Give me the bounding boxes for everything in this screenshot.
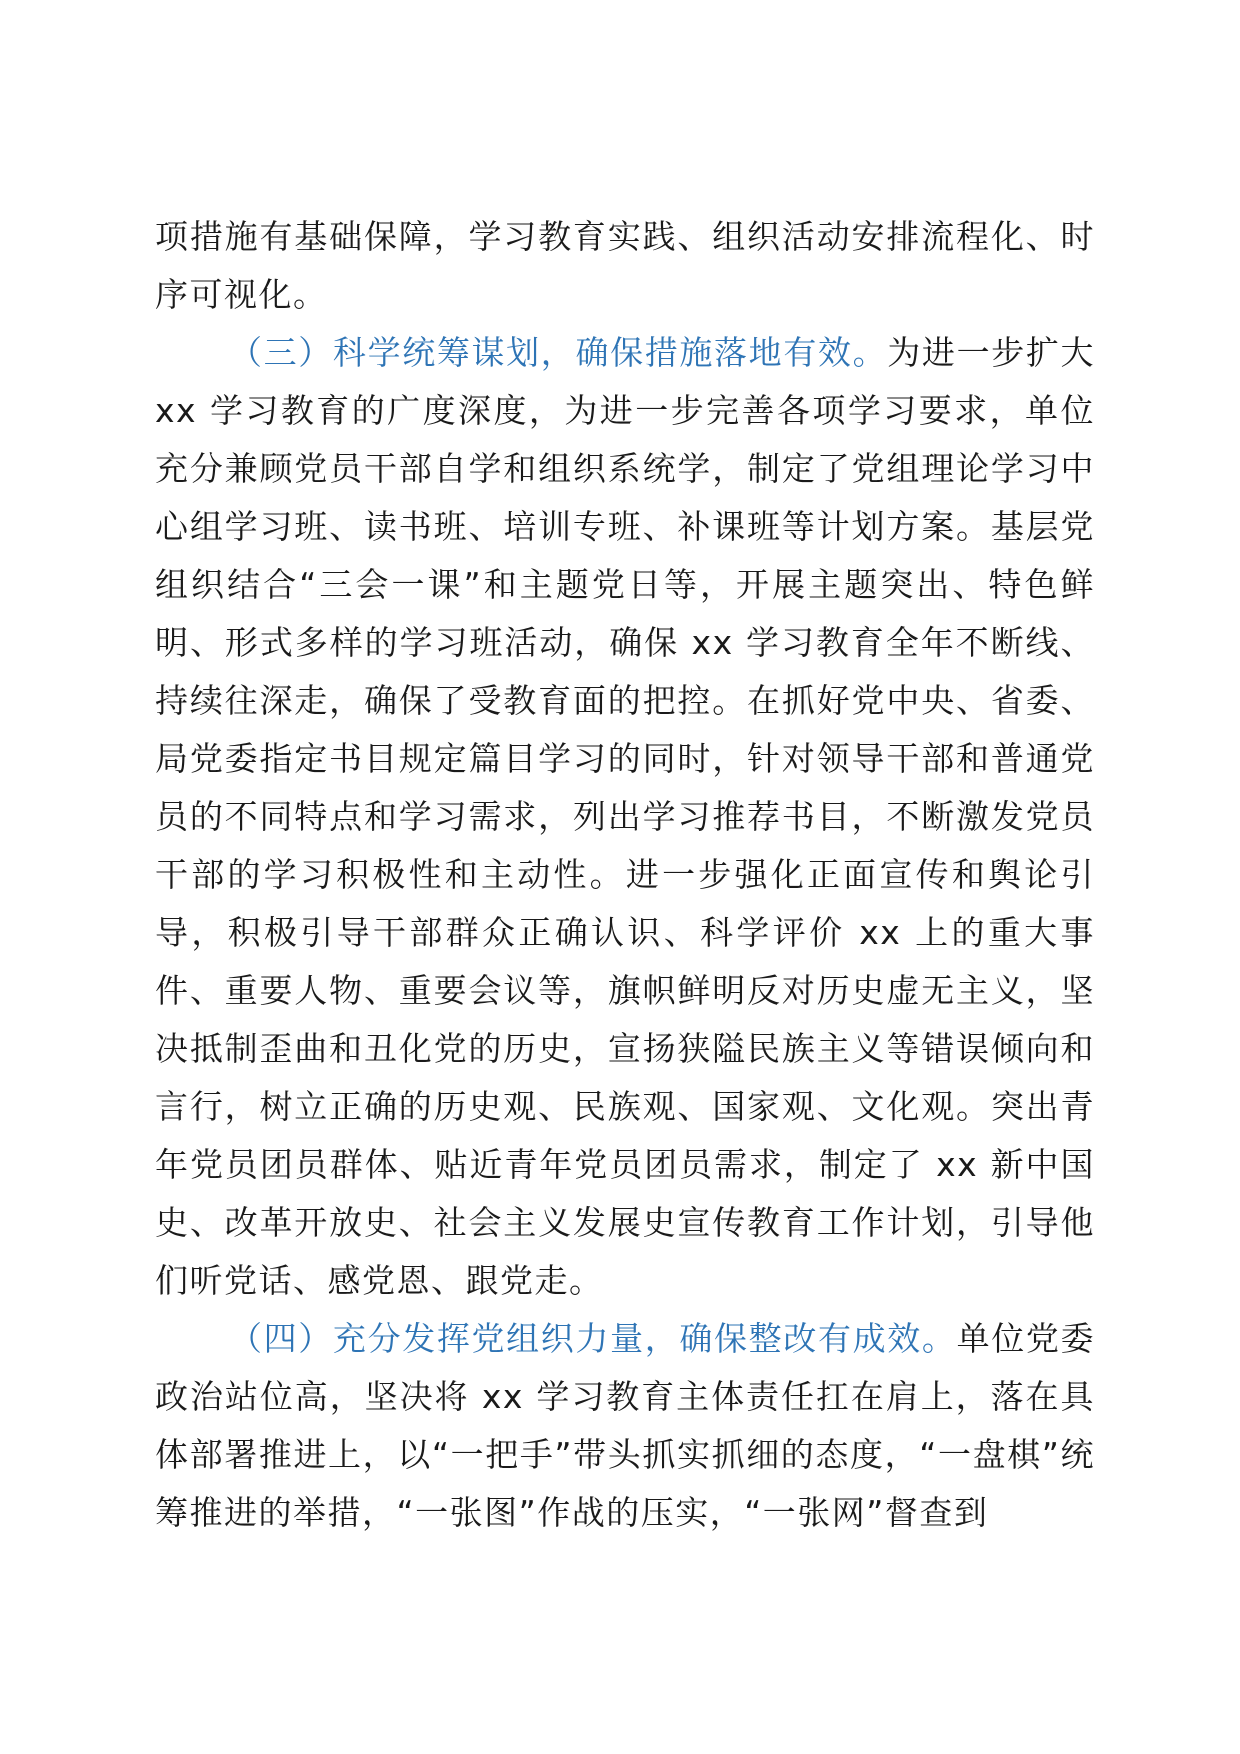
section-three-body: 为进一步扩大 xx 学习教育的广度深度，为进一步完善各项学习要求，单位充分兼顾党员干部自学和组织系统学，制定了党组理论学习中心组学习班、读书班、培训专班、补课班等计划方案。基层党组织结合“三会一课”和主题党日等，开展主题突出、特色鲜明、形式多样的学习班活动，确保 xx 学习教育全年不断线、持续往深走，确保了受教育面的把控。在抓好党中央、省委、局党委指定书目规定篇目学习的同时，针对领导干部和普通党员的不同特点和学习需求，列出学习推荐书目，不断激发党员干部的学习积极性和主动性。进一步强化正面宣传和舆论引导，积极引导干部群众正确认识、科学评价 xx 上的重大事件、重要人物、重要会议等，旗帜鲜明反对历史虚无主义，坚决抵制歪曲和丑化党的历史，宣扬狭隘民族主义等错误倾向和言行，树立正确的历史观、民族观、国家观、文化观。突出青年党员团员群体、贴近青年党员团员需求，制定了 xx 新中国史、改革开放史、社会主义发展史宣传教育工作计划，引导他们听党话、感党恩、跟党走。 xyxy=(155,333,1096,1300)
paragraph-section-three xyxy=(155,324,1095,1310)
section-three-heading: （三）科学统筹谋划，确保措施落地有效。 xyxy=(229,333,888,372)
paragraph-continuation: 项措施有基础保障，学习教育实践、组织活动安排流程化、时序可视化。 xyxy=(155,217,1095,314)
paragraph-section-four xyxy=(155,1310,1095,1542)
section-four-heading: （四）充分发挥党组织力量，确保整改有成效。 xyxy=(229,1319,957,1358)
section-four-body: 单位党委政治站位高，坚决将 xx 学习教育主体责任扛在肩上，落在具体部署推进上，以“一把手”带头抓实抓细的态度，“一盘棋”统筹推进的举措，“一张图”作战的压实，“一张网”督查到 xyxy=(155,1319,1096,1532)
document-body xyxy=(155,208,1095,1542)
